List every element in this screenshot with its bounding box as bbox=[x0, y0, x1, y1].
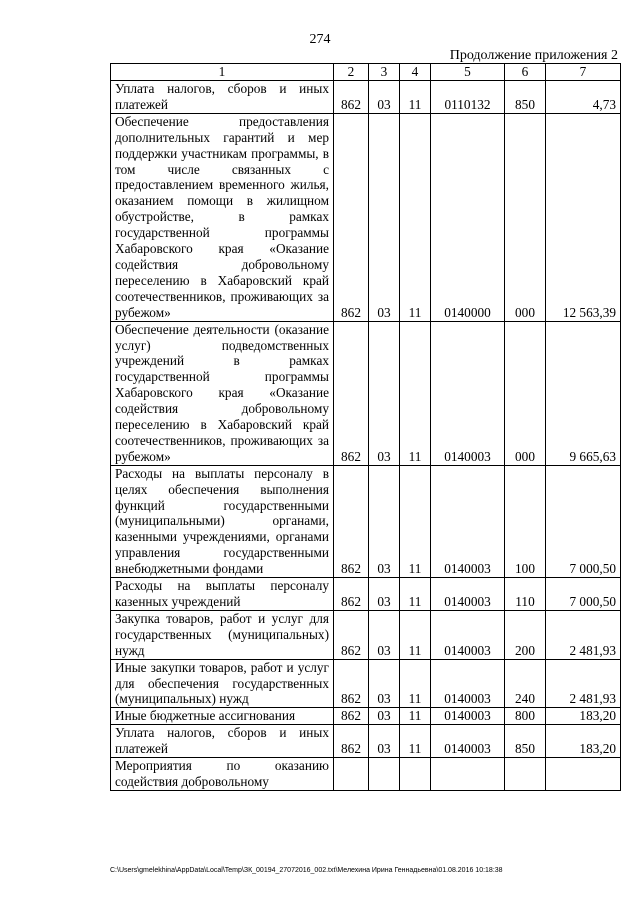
footer-file-path: C:\Users\gmelekhina\AppData\Local\Temp\ЗК_00194_27072016_002.txt\Мелехина Ирина Геннадьевна\01.08.2016 10:18:38 bbox=[110, 867, 503, 874]
row-code-grbs: 862 bbox=[334, 659, 369, 708]
row-code-subsection: 11 bbox=[400, 113, 431, 321]
row-code-grbs: 862 bbox=[334, 708, 369, 725]
page-number: 274 bbox=[309, 32, 331, 47]
row-code-expense-type: 240 bbox=[505, 659, 546, 708]
row-code-subsection: 11 bbox=[400, 578, 431, 611]
row-code-subsection: 11 bbox=[400, 708, 431, 725]
row-code-target: 0110132 bbox=[431, 81, 505, 114]
row-name: Обеспечение деятельности (оказание услуг) подведомственных учреждений в рамках государственной программы Хабаровского края «Оказание содействия добровольному переселению в Хабаровский край соотечественников, проживающих за рубежом» bbox=[111, 321, 334, 465]
header-row bbox=[111, 64, 621, 81]
table-row bbox=[111, 321, 621, 465]
table-row bbox=[111, 578, 621, 611]
row-code-expense-type: 200 bbox=[505, 610, 546, 659]
row-code-expense-type: 110 bbox=[505, 578, 546, 611]
table-row bbox=[111, 81, 621, 114]
row-code-grbs: 862 bbox=[334, 113, 369, 321]
row-amount: 9 665,63 bbox=[546, 321, 621, 465]
row-code-target: 0140003 bbox=[431, 610, 505, 659]
row-code-expense-type: 850 bbox=[505, 725, 546, 758]
row-code-subsection bbox=[400, 758, 431, 791]
row-code-section: 03 bbox=[369, 708, 400, 725]
row-code-grbs: 862 bbox=[334, 465, 369, 577]
row-code-target: 0140003 bbox=[431, 321, 505, 465]
table-row bbox=[111, 725, 621, 758]
column-header: 6 bbox=[505, 64, 546, 81]
row-amount: 2 481,93 bbox=[546, 659, 621, 708]
row-code-target: 0140003 bbox=[431, 578, 505, 611]
table-row bbox=[111, 659, 621, 708]
column-header: 5 bbox=[431, 64, 505, 81]
row-code-target: 0140003 bbox=[431, 725, 505, 758]
row-code-target: 0140003 bbox=[431, 465, 505, 577]
column-header: 4 bbox=[400, 64, 431, 81]
row-code-grbs: 862 bbox=[334, 725, 369, 758]
row-name: Уплата налогов, сборов и иных платежей bbox=[111, 81, 334, 114]
row-name: Уплата налогов, сборов и иных платежей bbox=[111, 725, 334, 758]
row-code-target: 0140003 bbox=[431, 659, 505, 708]
row-code-section: 03 bbox=[369, 578, 400, 611]
row-code-expense-type: 000 bbox=[505, 321, 546, 465]
row-name: Мероприятия по оказанию содействия добровольному bbox=[111, 758, 334, 791]
row-code-section: 03 bbox=[369, 81, 400, 114]
row-code-expense-type: 100 bbox=[505, 465, 546, 577]
row-amount: 7 000,50 bbox=[546, 465, 621, 577]
row-name: Расходы на выплаты персоналу в целях обеспечения выполнения функций государственными (муниципальными) органами, казенными учреждениями, органами управления государственными внебюджетными фондами bbox=[111, 465, 334, 577]
row-code-subsection: 11 bbox=[400, 659, 431, 708]
row-code-section bbox=[369, 758, 400, 791]
row-code-expense-type bbox=[505, 758, 546, 791]
row-code-grbs: 862 bbox=[334, 81, 369, 114]
table-row bbox=[111, 465, 621, 577]
row-code-subsection: 11 bbox=[400, 465, 431, 577]
row-code-grbs: 862 bbox=[334, 610, 369, 659]
row-code-target: 0140000 bbox=[431, 113, 505, 321]
row-code-expense-type: 850 bbox=[505, 81, 546, 114]
row-code-expense-type: 800 bbox=[505, 708, 546, 725]
row-code-subsection: 11 bbox=[400, 321, 431, 465]
appendix-note: Продолжение приложения 2 bbox=[449, 48, 618, 63]
table-row bbox=[111, 758, 621, 791]
row-code-section: 03 bbox=[369, 321, 400, 465]
table-row bbox=[111, 610, 621, 659]
row-code-grbs: 862 bbox=[334, 578, 369, 611]
table-row bbox=[111, 708, 621, 725]
budget-table bbox=[110, 63, 621, 791]
column-header: 7 bbox=[546, 64, 621, 81]
column-header: 2 bbox=[334, 64, 369, 81]
row-amount: 4,73 bbox=[546, 81, 621, 114]
row-code-section: 03 bbox=[369, 659, 400, 708]
row-code-subsection: 11 bbox=[400, 725, 431, 758]
row-code-target: 0140003 bbox=[431, 708, 505, 725]
row-code-target bbox=[431, 758, 505, 791]
table-row bbox=[111, 113, 621, 321]
row-code-section: 03 bbox=[369, 610, 400, 659]
row-code-expense-type: 000 bbox=[505, 113, 546, 321]
row-code-grbs: 862 bbox=[334, 321, 369, 465]
row-code-section: 03 bbox=[369, 725, 400, 758]
row-amount: 7 000,50 bbox=[546, 578, 621, 611]
row-code-subsection: 11 bbox=[400, 81, 431, 114]
row-code-section: 03 bbox=[369, 113, 400, 321]
row-name: Расходы на выплаты персоналу казенных учреждений bbox=[111, 578, 334, 611]
row-code-section: 03 bbox=[369, 465, 400, 577]
row-code-grbs bbox=[334, 758, 369, 791]
row-amount: 183,20 bbox=[546, 725, 621, 758]
row-name: Закупка товаров, работ и услуг для государственных (муниципальных) нужд bbox=[111, 610, 334, 659]
row-amount: 2 481,93 bbox=[546, 610, 621, 659]
row-amount: 12 563,39 bbox=[546, 113, 621, 321]
row-code-subsection: 11 bbox=[400, 610, 431, 659]
column-header: 3 bbox=[369, 64, 400, 81]
row-name: Обеспечение предоставления дополнительных гарантий и мер поддержки участникам программы, в том числе связанных с предоставлением временного жилья, оказанием помощи в жилищном обустройстве, в рамках государственной программы Хабаровского края «Оказание содействия добровольному переселению в Хабаровский край соотечественников, проживающих за рубежом» bbox=[111, 113, 334, 321]
table-body bbox=[111, 81, 621, 791]
row-amount: 183,20 bbox=[546, 708, 621, 725]
column-header: 1 bbox=[111, 64, 334, 81]
row-amount bbox=[546, 758, 621, 791]
row-name: Иные закупки товаров, работ и услуг для обеспечения государственных (муниципальных) нужд bbox=[111, 659, 334, 708]
row-name: Иные бюджетные ассигнования bbox=[111, 708, 334, 725]
